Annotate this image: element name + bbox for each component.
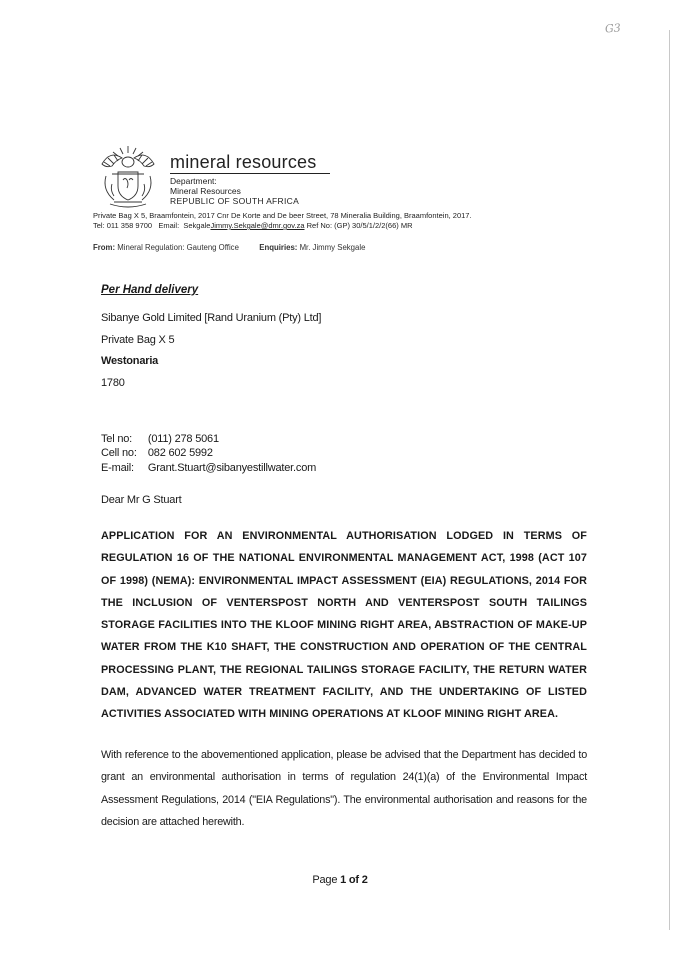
of-word: of — [348, 874, 359, 886]
office-email-link[interactable]: Jimmy.Sekgale@dmr.gov.za — [210, 221, 305, 230]
recipient-email — [101, 462, 316, 474]
recipient-bag: Private Bag X 5 — [101, 334, 175, 346]
page-edge-line — [669, 30, 670, 930]
enquiries-value: Mr. Jimmy Sekgale — [299, 243, 366, 252]
from-label: From: — [93, 243, 116, 252]
from-value: Mineral Regulation: Gauteng Office — [117, 243, 239, 252]
cell-label: Cell no: — [101, 447, 137, 459]
recipient-company: Sibanye Gold Limited [Rand Uranium (Pty) Ltd] — [101, 312, 322, 324]
org-divider — [170, 173, 330, 174]
recipient-code: 1780 — [101, 377, 125, 389]
postal-address: Private Bag X 5, Braamfontein, 2017 Cnr De Korte and De beer Street, 78 Mineralia Building, Braamfontein, 2017. — [93, 211, 472, 220]
salutation: Dear Mr G Stuart — [101, 494, 182, 506]
page-total: 2 — [361, 874, 368, 886]
corner-handwritten-note: G3 — [604, 21, 622, 36]
office-email-label: Email: — [158, 221, 180, 230]
recipient-tel — [101, 433, 219, 445]
office-email-prefix: Sekgale — [183, 221, 211, 230]
page-word: Page — [312, 874, 338, 886]
email-value[interactable]: Grant.Stuart@sibanyestillwater.com — [147, 462, 317, 474]
org-name: mineral resources — [170, 152, 317, 172]
contact-line — [93, 221, 472, 231]
reference-number: Ref No: (GP) 30/5/1/2/2(66) MR — [306, 221, 413, 230]
tel-value: (011) 278 5061 — [147, 433, 219, 445]
page-number: 1 — [340, 874, 347, 886]
letterhead-address — [93, 211, 472, 231]
dept-label: Department: — [170, 176, 217, 186]
country-name: REPUBLIC OF SOUTH AFRICA — [170, 196, 300, 206]
coat-of-arms-emblem — [92, 142, 164, 210]
recipient-town: Westonaria — [101, 355, 159, 367]
subject-heading: APPLICATION FOR AN ENVIRONMENTAL AUTHORISATION LODGED IN TERMS OF REGULATION 16 OF THE NATIONAL ENVIRONMENTAL MANAGEMENT ACT, 1998 (ACT 107 OF 1998) (NEMA): ENVIRONMENTAL IMPACT ASSESSMENT (EIA) REGULATIONS, 2014 FOR THE INCLUSION OF VENTERSPOST NORTH AND VENTERSPOST SOUTH TAILINGS STORAGE FACILITIES INTO THE KLOOF MINING RIGHT AREA, ABSTRACTION OF MAKE-UP WATER FROM THE K10 SHAFT, THE CONSTRUCTION AND OPERATION OF THE CENTRAL PROCESSING PLANT, THE REGIONAL TAILINGS STORAGE FACILITY, THE RETURN WATER DAM, ADVANCED WATER TREATMENT FACILITY, AND THE UNDERTAKING OF LISTED ACTIVITIES ASSOCIATED WITH MINING OPERATIONS AT KLOOF MINING RIGHT AREA. — [101, 530, 587, 721]
tel-label: Tel no: — [101, 433, 133, 445]
email-label: E-mail: — [101, 462, 134, 474]
body-paragraph: With reference to the abovementioned application, please be advised that the Department has decided to grant an environmental authorisation in terms of regulation 24(1)(a) of the Environmental Impact Assessment Regulations, 2014 ("EIA Regulations"). The environmental authorisation and reasons for the decision are attached herewith. — [101, 749, 587, 828]
office-tel: Tel: 011 358 9700 — [93, 221, 153, 230]
coat-of-arms-icon — [92, 142, 164, 210]
page-footer — [0, 874, 680, 886]
enquiries-label: Enquiries: — [259, 243, 298, 252]
recipient-cell — [101, 447, 213, 459]
dept-name: Mineral Resources — [170, 186, 241, 196]
delivery-method: Per Hand delivery — [101, 284, 199, 296]
from-enquiries-line — [93, 243, 365, 252]
cell-value: 082 602 5992 — [147, 447, 213, 459]
